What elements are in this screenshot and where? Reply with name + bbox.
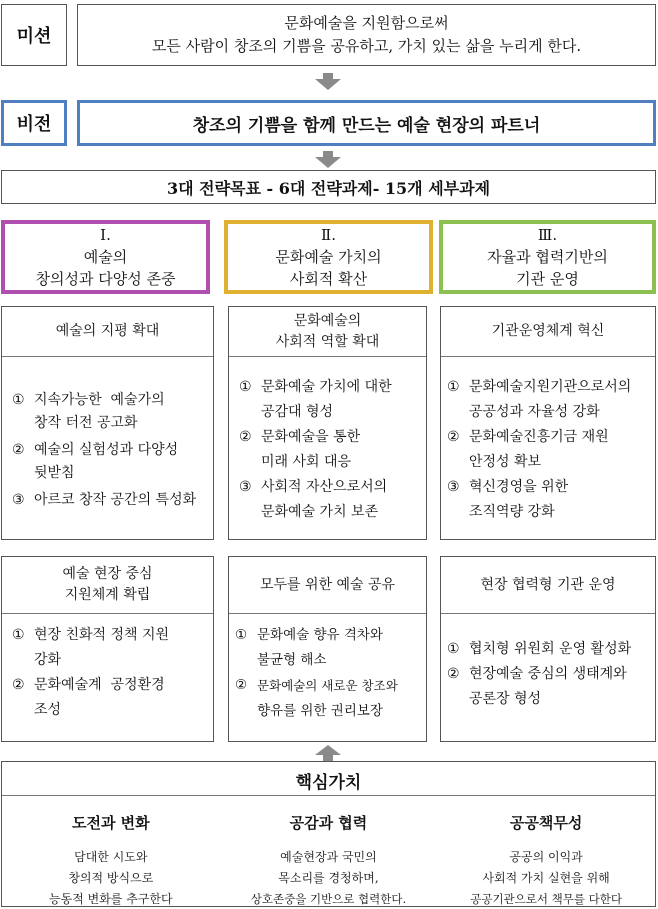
list-item xyxy=(12,489,203,512)
task-detail-list xyxy=(2,389,213,512)
core-value-name: 공감과 협력 xyxy=(289,814,368,832)
list-item xyxy=(12,623,203,673)
task-detail-list xyxy=(441,637,655,712)
framework-box xyxy=(1,170,656,204)
description-line-1: 예술현장과 국민의 xyxy=(280,850,377,864)
task-title-line-1: 현장 협력형 기관 운영 xyxy=(480,576,616,593)
description-line-2: 창의적 방식으로 xyxy=(68,871,154,885)
mission-line-2: 모든 사람이 창조의 기쁨을 공유하고, 가치 있는 삶을 누리게 한다. xyxy=(151,37,582,55)
item-line-2: 조성 xyxy=(34,702,62,718)
core-value-description xyxy=(437,847,655,909)
item-line-1: 문화예술계 공정환경 xyxy=(34,677,165,693)
item-number: ① xyxy=(235,627,248,643)
description-line-3: 상호존중을 기반으로 협력한다. xyxy=(250,892,407,906)
item-line-2: 안정성 확보 xyxy=(469,454,542,470)
task-title-line-1: 예술 현장 중심 xyxy=(62,566,153,582)
goal-line-1: 문화예술 가치의 xyxy=(275,248,382,266)
list-item xyxy=(447,475,649,525)
vision-text: 창조의 기쁨을 함께 만드는 예술 현장의 파트너 xyxy=(192,115,541,136)
description-line-1: 공공의 이익과 xyxy=(509,850,583,864)
item-number: ② xyxy=(12,442,25,458)
vision-statement-box xyxy=(77,100,656,146)
item-number: ① xyxy=(12,627,25,643)
item-number: ③ xyxy=(239,479,252,495)
item-number: ③ xyxy=(12,492,25,508)
goal-numeral: Ⅱ. xyxy=(321,226,336,244)
list-item xyxy=(447,425,649,475)
item-line-1: 현장 친화적 정책 지원 xyxy=(34,627,170,643)
task-title-line-1: 문화예술의 xyxy=(293,312,362,329)
item-line-1: 아르코 창작 공간의 특성화 xyxy=(34,492,197,508)
core-value-challenge xyxy=(2,802,220,909)
description-line-3: 공공기관으로서 책무를 다한다 xyxy=(470,892,622,906)
item-number: ② xyxy=(239,429,252,445)
description-line-2: 사회적 가치 실현을 위해 xyxy=(482,871,610,885)
down-arrow-icon xyxy=(315,157,341,168)
task-title xyxy=(2,557,213,614)
item-line-2: 공공성과 자율성 강화 xyxy=(469,404,600,420)
item-number: ② xyxy=(235,677,248,693)
core-values-box xyxy=(1,761,656,907)
strategic-goal-2 xyxy=(224,220,433,294)
core-values-divider xyxy=(2,795,655,796)
task-title-line-1: 기관운영체계 혁신 xyxy=(491,323,605,339)
mission-label-box xyxy=(1,4,67,66)
item-number: ① xyxy=(12,392,25,408)
task-title xyxy=(229,557,426,614)
item-line-1: 문화예술 향유 격차와 xyxy=(257,627,383,643)
strategic-task-2-1 xyxy=(228,306,427,540)
list-item xyxy=(235,673,420,724)
list-item xyxy=(239,425,416,475)
strategic-task-1-1 xyxy=(1,306,214,540)
item-line-2: 문화예술 가치 보존 xyxy=(261,504,379,520)
item-line-2: 미래 사회 대응 xyxy=(261,454,352,470)
vision-label-box xyxy=(1,100,67,146)
core-value-description xyxy=(220,847,438,909)
core-values-title: 핵심가치 xyxy=(295,773,362,793)
task-title xyxy=(229,307,426,357)
task-detail-list xyxy=(441,375,655,525)
item-number: ① xyxy=(447,641,460,657)
mission-line-1: 문화예술을 지원함으로써 xyxy=(284,14,449,32)
task-title-line-2: 지원체계 확립 xyxy=(64,587,151,603)
item-line-1: 문화예술 가치에 대한 xyxy=(261,379,392,395)
core-value-name: 공공책무성 xyxy=(509,814,583,832)
core-value-description xyxy=(2,847,220,909)
strategic-goal-3 xyxy=(439,220,656,294)
mission-label: 미션 xyxy=(16,26,52,47)
item-line-2: 불균형 해소 xyxy=(257,652,327,668)
goal-line-2: 사회적 확산 xyxy=(289,270,368,288)
task-detail-list xyxy=(2,623,213,723)
item-line-1: 지속가능한 예술가의 xyxy=(34,392,165,408)
item-number: ① xyxy=(447,379,460,395)
strategic-task-3-1 xyxy=(440,306,656,540)
goal-line-2: 창의성과 다양성 존중 xyxy=(35,270,176,288)
list-item xyxy=(12,389,203,435)
core-value-accountability xyxy=(437,802,655,909)
item-number: ③ xyxy=(447,479,460,495)
item-number: ② xyxy=(12,677,25,693)
description-line-2: 목소리를 경청하며, xyxy=(278,871,379,885)
task-title xyxy=(441,557,655,614)
list-item xyxy=(447,637,649,662)
item-number: ② xyxy=(447,429,460,445)
task-detail-list xyxy=(229,623,426,724)
list-item xyxy=(239,475,416,525)
item-line-1: 사회적 자산으로서의 xyxy=(261,479,388,495)
item-line-2: 조직역량 강화 xyxy=(469,504,555,520)
item-number: ② xyxy=(447,666,460,682)
task-detail-list xyxy=(229,375,426,525)
goal-line-1: 예술의 xyxy=(83,248,128,266)
mission-statement-box xyxy=(77,4,656,66)
list-item xyxy=(235,623,420,673)
task-title xyxy=(2,307,213,357)
strategic-task-2-2 xyxy=(228,556,427,742)
down-arrow-icon xyxy=(315,79,341,90)
strategic-goal-1 xyxy=(1,220,210,294)
description-line-3: 능동적 변화를 추구한다 xyxy=(49,892,173,906)
strategic-task-3-2 xyxy=(440,556,656,742)
item-line-1: 현장예술 중심의 생태계와 xyxy=(469,666,627,682)
item-line-2: 향유를 위한 권리보장 xyxy=(257,703,383,719)
item-line-1: 예술의 실험성과 다양성 xyxy=(34,442,179,458)
item-line-1: 협치형 위원회 운영 활성화 xyxy=(469,641,632,657)
item-line-2: 강화 xyxy=(34,652,62,668)
item-line-1: 문화예술을 통한 xyxy=(261,429,361,445)
core-value-name: 도전과 변화 xyxy=(71,814,150,832)
item-line-2: 창작 터전 공고화 xyxy=(34,415,138,431)
goal-line-2: 기관 운영 xyxy=(516,270,579,288)
goal-numeral: Ⅰ. xyxy=(100,226,111,244)
item-line-2: 공론장 형성 xyxy=(469,691,542,707)
list-item xyxy=(447,375,649,425)
item-line-1: 문화예술의 새로운 창조와 xyxy=(257,678,398,693)
item-number: ① xyxy=(239,379,252,395)
core-value-empathy xyxy=(220,802,438,909)
task-title-line-1: 예술의 지평 확대 xyxy=(55,323,160,339)
goal-line-1: 자율과 협력기반의 xyxy=(487,248,608,266)
list-item xyxy=(447,662,649,712)
goal-numeral: Ⅲ. xyxy=(537,226,558,244)
task-title xyxy=(441,307,655,357)
list-item xyxy=(12,439,203,485)
item-line-2: 공감대 형성 xyxy=(261,404,334,420)
item-line-1: 문화예술지원기관으로서의 xyxy=(469,379,632,395)
description-line-1: 담대한 시도와 xyxy=(74,850,148,864)
item-line-1: 문화예술진흥기금 재원 xyxy=(469,429,609,445)
task-title-line-1: 모두를 위한 예술 공유 xyxy=(259,576,396,593)
vision-label: 비전 xyxy=(16,114,52,135)
item-line-1: 혁신경영을 위한 xyxy=(469,479,569,495)
list-item xyxy=(239,375,416,425)
item-line-2: 뒷받침 xyxy=(34,465,75,481)
framework-text: 3대 전략목표 - 6대 전략과제- 15개 세부과제 xyxy=(166,178,491,198)
up-arrow-icon xyxy=(315,745,341,755)
strategic-task-1-2 xyxy=(1,556,214,742)
list-item xyxy=(12,673,203,723)
task-title-line-2: 사회적 역할 확대 xyxy=(275,333,380,350)
